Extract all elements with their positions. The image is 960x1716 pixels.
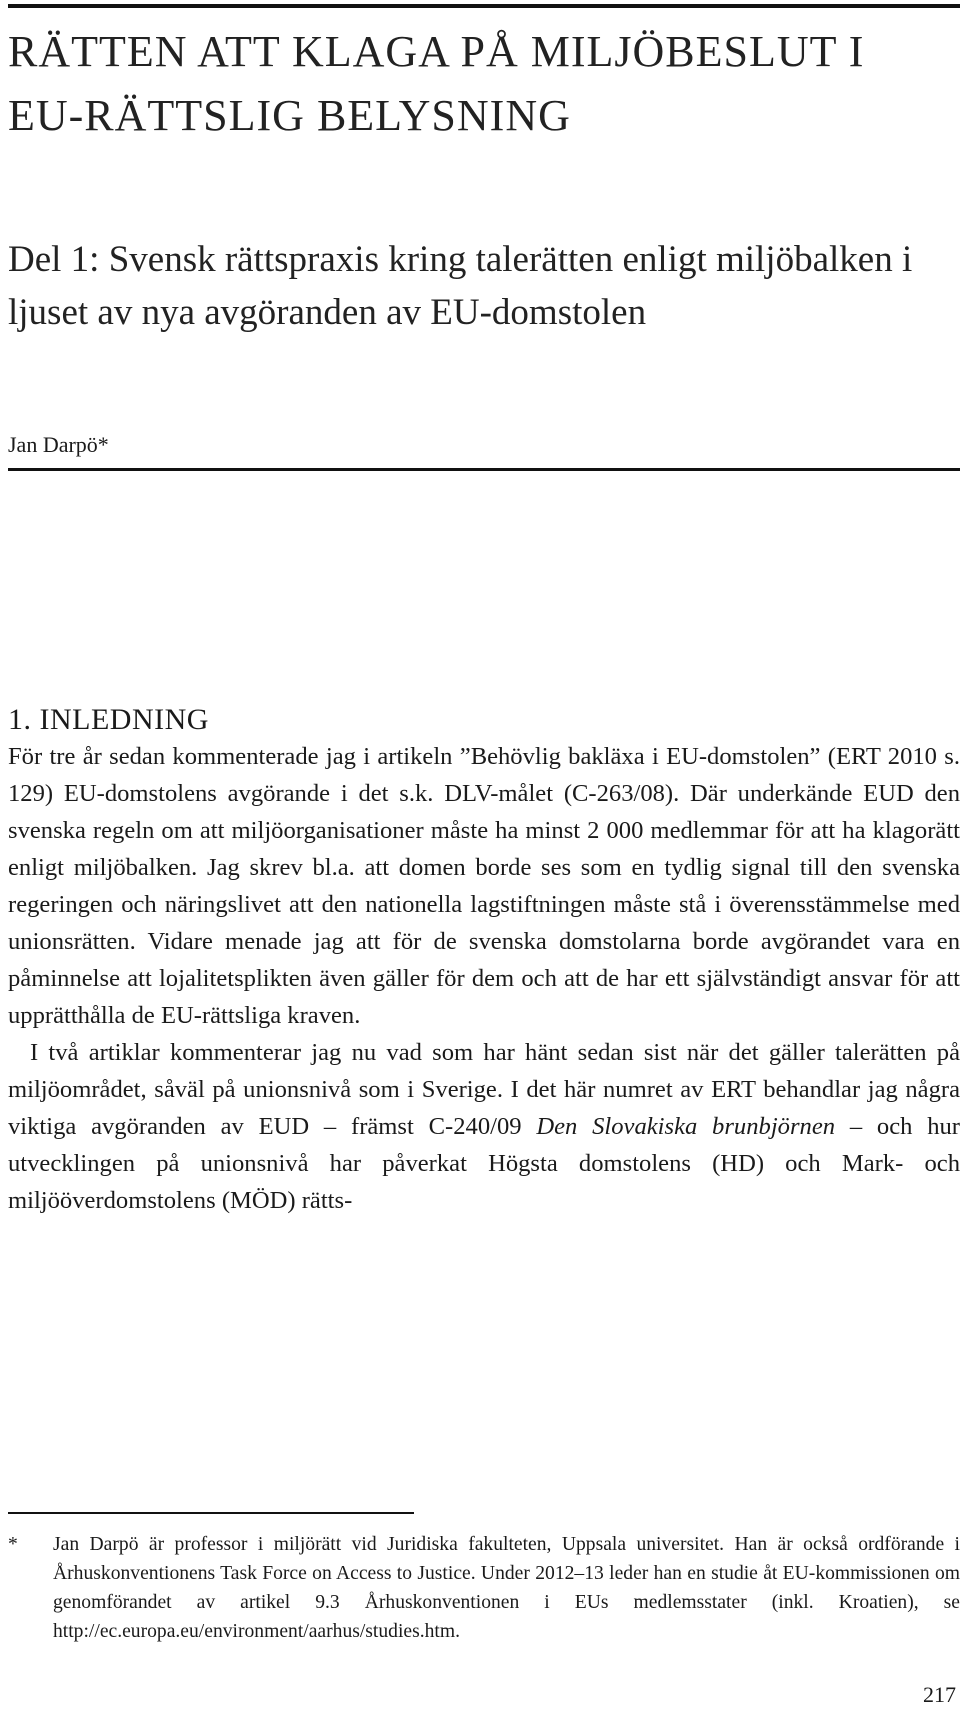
- case-name-italic: Den Slovakiska brunbjörnen: [536, 1113, 836, 1140]
- paragraph-1: För tre år sedan kommenterade jag i artikeln ”Behövlig bakläxa i EU-domstolen” (ERT 2010 s. 129) EU-domstolens avgörande i det s.k. DLV-målet (C-263/08). Där underkände EUD den svenska regeln om att miljöorganisationer måste ha minst 2 000 medlemmar för att ha klagorätt enligt miljöbalken. Jag skrev bl.a. att domen borde ses som en tydlig signal till den svenska regeringen och näringslivet att den nationella lagstiftningen måste stå i överensstämmelse med unionsrätten. Vidare menade jag att för de svenska domstolarna borde avgörandet vara en påminnelse att lojalitetsplikten även gäller för dem och att de har ett självständigt ansvar för att upprätthålla de EU-rättsliga kraven.: [8, 743, 960, 1029]
- footnote-rule: [8, 1512, 414, 1514]
- paragraph-2-end: – och hur utvecklingen på unionsnivå har påverkat Högsta domstolens (HD) och Mark- och miljööverdomstolens (MÖD) rätts-: [8, 1113, 960, 1214]
- footnote: [8, 1530, 960, 1646]
- paragraph-2: [8, 1034, 960, 1219]
- header-rule: [8, 468, 960, 471]
- article-subtitle: Del 1: Svensk rättspraxis kring talerätten enligt miljöbalken i ljuset av nya avgöranden av EU-domstolen: [8, 239, 913, 333]
- page-number: 217: [923, 1682, 956, 1707]
- section-heading: 1. INLEDNING: [8, 703, 209, 736]
- body-text: [8, 738, 960, 1219]
- footnote-text: Jan Darpö är professor i miljörätt vid Juridiska fakulteten, Uppsala universitet. Han är också ordförande i Århuskonventionens Task Force on Access to Justice. Under 2012–13 leder han en studie åt EU-kommissionen om genomförandet av artikel 9.3 Århuskonventionen i EUs medlemsstater (inkl. Kroatien), se http://ec.europa.eu/environment/aarhus/studies.htm.: [53, 1534, 960, 1642]
- article-title: RÄTTEN ATT KLAGA PÅ MILJÖBESLUT I EU-RÄTTSLIG BELYSNING: [8, 27, 865, 140]
- paragraph-2-start: I två artiklar kommenterar jag nu vad som har hänt sedan sist när det gäller talerätten på miljöområdet, såväl på unionsnivå som i Sverige. I det här numret av ERT behandlar jag några viktiga avgöranden av EUD – främst C-240/09: [8, 1039, 960, 1140]
- footnote-mark: *: [8, 1534, 18, 1555]
- author-name: Jan Darpö*: [8, 432, 109, 457]
- top-rule: [8, 4, 960, 8]
